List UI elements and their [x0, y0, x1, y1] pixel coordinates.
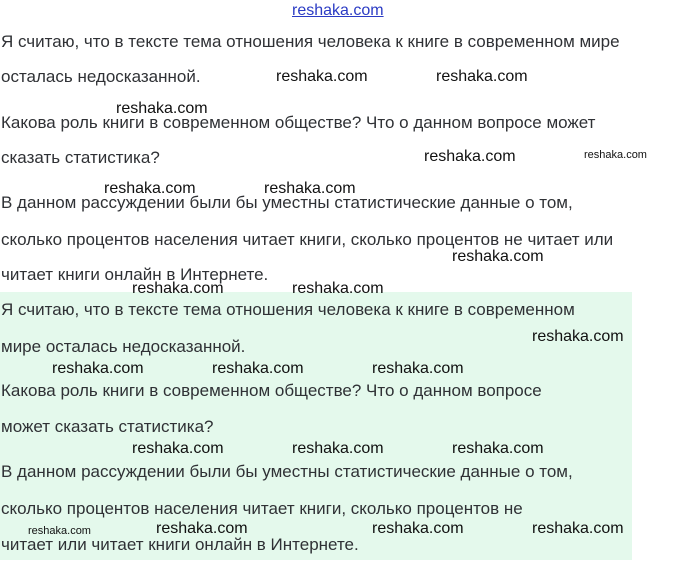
watermark: reshaka.com: [452, 440, 544, 457]
text-line: сколько процентов населения читает книги, сколько процентов не: [1, 499, 523, 518]
text-line: Какова роль книги в современном обществе? Что о данном вопросе может: [1, 113, 596, 132]
watermark: reshaka.com: [372, 520, 464, 537]
watermark: reshaka.com: [264, 180, 356, 197]
watermark: reshaka.com: [436, 68, 528, 85]
watermark: reshaka.com: [28, 525, 91, 537]
watermark: reshaka.com: [132, 280, 224, 297]
watermark: reshaka.com: [584, 149, 647, 161]
text-line: может сказать статистика?: [1, 417, 214, 436]
text-line: сколько процентов населения читает книги, сколько процентов не читает или: [1, 230, 614, 249]
reshaka-site-link[interactable]: reshaka.com: [292, 2, 384, 19]
watermark: reshaka.com: [104, 180, 196, 197]
watermark: reshaka.com: [424, 148, 516, 165]
text-line: В данном рассуждении были бы уместны статистические данные о том,: [1, 193, 573, 212]
text-line: В данном рассуждении были бы уместны статистические данные о том,: [1, 462, 573, 481]
text-line: осталась недосказанной.: [1, 67, 201, 86]
text-line: читает или читает книги онлайн в Интернете.: [1, 535, 359, 554]
text-line: Какова роль книги в современном обществе? Что о данном вопросе: [1, 381, 542, 400]
text-line: сказать статистика?: [1, 148, 160, 167]
watermark: reshaka.com: [532, 520, 624, 537]
text-line: читает книги онлайн в Интернете.: [1, 265, 269, 284]
watermark: reshaka.com: [132, 440, 224, 457]
watermark: reshaka.com: [292, 280, 384, 297]
watermark: reshaka.com: [292, 440, 384, 457]
text-line: мире осталась недосказанной.: [1, 337, 246, 356]
watermark: reshaka.com: [52, 360, 144, 377]
text-line: Я считаю, что в тексте тема отношения человека к книге в современном мире: [1, 32, 620, 51]
watermark: reshaka.com: [532, 328, 624, 345]
watermark: reshaka.com: [276, 68, 368, 85]
text-line: Я считаю, что в тексте тема отношения человека к книге в современном: [1, 300, 575, 319]
watermark: reshaka.com: [372, 360, 464, 377]
watermark: reshaka.com: [156, 520, 248, 537]
watermark: reshaka.com: [116, 100, 208, 117]
watermark: reshaka.com: [452, 248, 544, 265]
watermark: reshaka.com: [212, 360, 304, 377]
